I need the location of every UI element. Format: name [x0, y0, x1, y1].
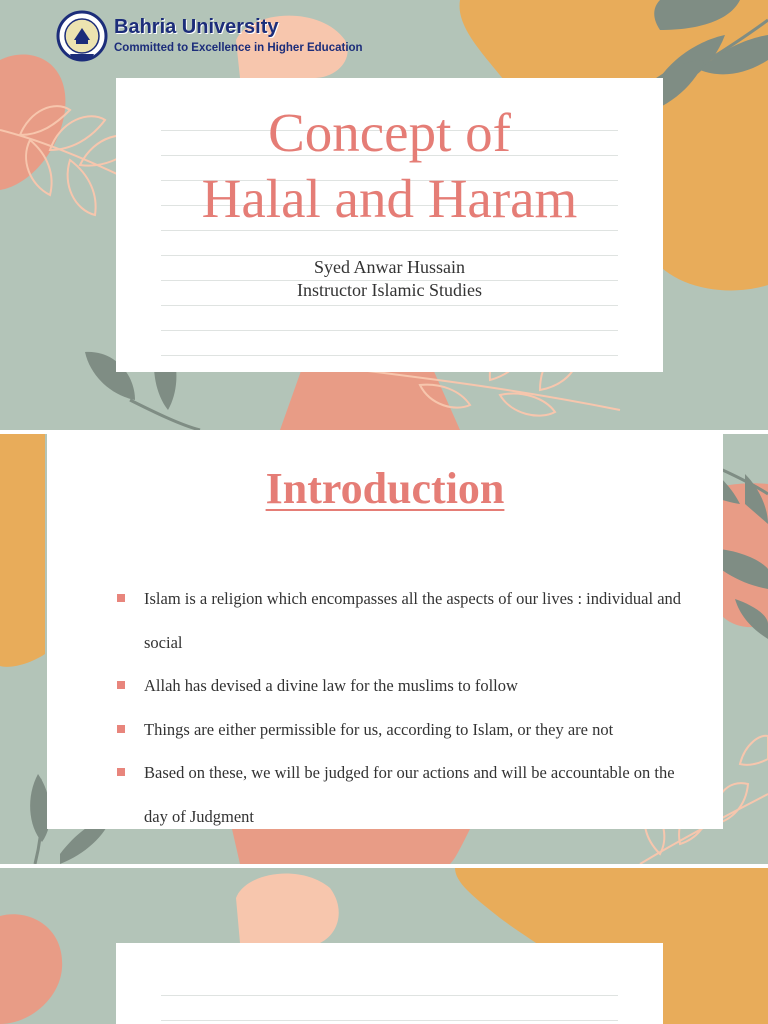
bullet-item-1: Islam is a religion which encompasses all the aspects of our lives : individual and social — [117, 577, 695, 664]
introduction-card — [47, 434, 723, 829]
title-line-2: Halal and Haram — [201, 168, 578, 229]
title-card — [116, 78, 663, 372]
university-logo — [56, 6, 363, 66]
introduction-heading: Introduction — [265, 464, 505, 513]
author-name: Syed Anwar Hussain — [314, 257, 465, 277]
introduction-bullet-list — [117, 577, 695, 838]
next-slide-card — [116, 943, 663, 1024]
presenter-info — [116, 256, 663, 302]
introduction-slide — [0, 434, 768, 864]
university-seal-icon — [56, 10, 108, 62]
university-tagline: Committed to Excellence in Higher Education — [114, 42, 363, 54]
bullet-item-3: Things are either permissible for us, according to Islam, or they are not — [117, 708, 695, 752]
title-slide — [0, 0, 768, 430]
title-line-1: Concept of — [268, 102, 511, 163]
university-name: Bahria University — [114, 16, 279, 38]
bullet-item-4: Based on these, we will be judged for our actions and will be accountable on the day of Judgment — [117, 751, 695, 838]
bullet-item-2: Allah has devised a divine law for the muslims to follow — [117, 664, 695, 708]
next-slide-preview — [0, 868, 768, 1024]
presentation-title — [116, 100, 663, 232]
author-role: Instructor Islamic Studies — [297, 280, 482, 300]
